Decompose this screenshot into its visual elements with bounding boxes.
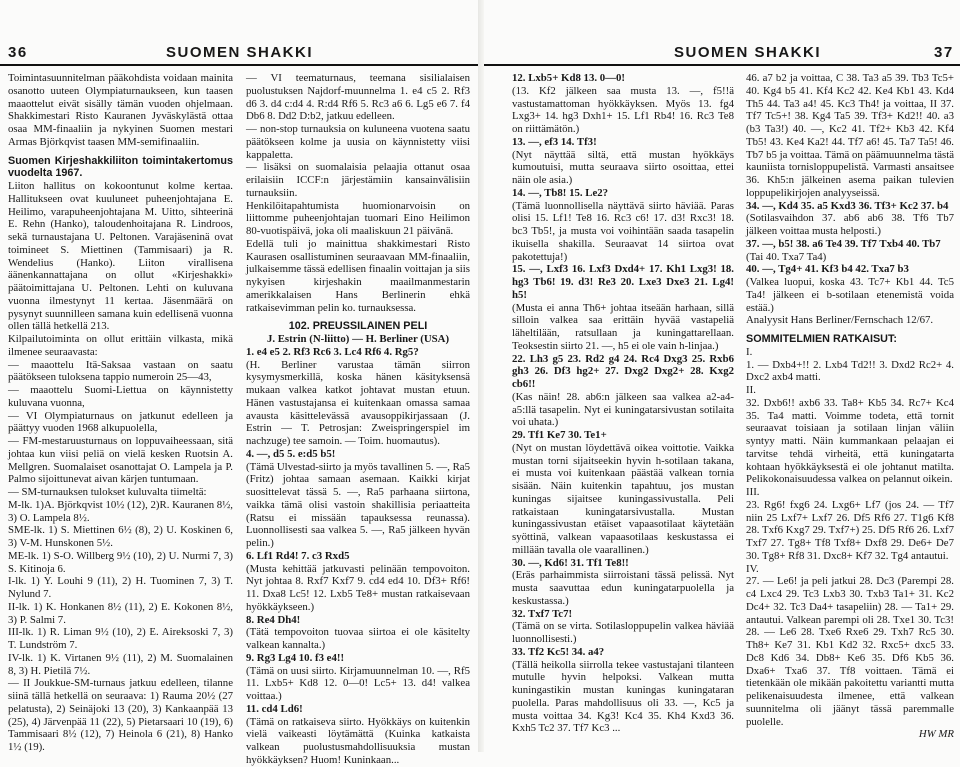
section-heading: Suomen Kirjeshakkiliiton toimintakertomus vuodelta 1967. bbox=[8, 154, 233, 180]
game-comment: 46. a7 b2 ja voittaa, C 38. Ta3 a5 39. Tb3 Tc5+ 40. Kg4 b5 41. Kf4 Kc2 42. Ke4 Kb1 43. Kd4 Th5 44. Ta3 a4! 45. Kc3 Th4! ja voittaa, II 37. Tf7 Tc5+! 38. Kg4 Ta5 39. Tf3+ Kd2!! 40. a3 (b3 Ta3!) 40. —, Kc2 41. Tf2+ Kb3 42. Kf4 Tb5! 43. Ke4 Ka2! 44. Tf7 a6! 45. Ta7 Ta5! 46. Tb7 b5 ja voittaa. Tämä on päämuunnelma tästä kauniista tornisloppupelistä. Varmasti ansaitsee 36. Kh5:n jälkeinen asema paikan tulevien loppupelikirjojen analyyseissä. bbox=[746, 72, 954, 199]
game-comment: (Tai 40. Txa7 Ta4) bbox=[746, 250, 827, 263]
result-line: II-lk. 1) K. Honkanen 8½ (11), 2) E. Kokonen 8½, 3) P. Salmi 7. bbox=[8, 600, 233, 626]
page-number-left: 36 bbox=[8, 44, 28, 61]
game-comment: (Musta ei anna Th6+ johtaa itseään harhaan, sillä silloin valkea saa erittäin hyvää vastapeliä läheltilään, ratsullaan ja kuningattarellaan. Teoksestin siirto 21. —, h5 ei ole vain h-linjaa.) bbox=[512, 301, 734, 352]
game-moves: 15. —, Lxf3 16. Lxf3 Dxd4+ 17. Kh1 Lxg3! 18. hg3 Tb6! 19. d3! Re3 20. Lxe3 Dxe3 21. Lg4! h5! bbox=[512, 263, 734, 301]
game-comment: (Kas näin! 28. ab6:n jälkeen saa valkea a2-a4-a5:llä tasapelin. Nyt ei kuningatarsivustan sotilaita voi uhata.) bbox=[512, 390, 734, 429]
left-page-column-2 bbox=[246, 72, 470, 766]
game-comment: (Tämä on se virta. Sotilasloppupelin valkea häviää luonnollisesti.) bbox=[512, 620, 734, 645]
game-comment: (Nyt on mustan löydettävä oikea voittotie. Vaikka mustan torni sijaitseekin hyvin h-sotilaan takana, ei musta voi kuitenkaan päästää valkean tornia sisään. Näin kuitenkin tapahtuu, jos mustan kuningas sijaitsee kuningassivustalla. Peli ratkaistaan kuningatarsivustalla. Mustan kuningassivustan etäiset vapaasotilaat käytetään syöttinä, valkean vapaasotilaas keskustassa ei millään tavalla ole vaarallinen.) bbox=[512, 441, 734, 556]
game-moves: 4. —, d5 5. e:d5 b5! bbox=[246, 447, 336, 460]
game-moves: 34. —, Kd4 35. a5 Kxd3 36. Tf3+ Kc2 37. b4 bbox=[746, 199, 949, 212]
game-moves: 1. e4 e5 2. Rf3 Rc6 3. Lc4 Rf6 4. Rg5? bbox=[246, 345, 419, 358]
game-comment: (Tämä luonnollisella näyttävä siirto häviää. Paras olisi 15. Lf1! Te8 16. Rc3 c6! 17. d3! Rxc3! 18. bc3 Tb5!, ja musta voi voihintään saada tasapelin ikuisella shakilla. Seuraavat 14 siirtoa ovat pakotettuja!) bbox=[512, 199, 734, 263]
solution-text: 32. Dxb6!! axb6 33. Ta8+ Kb5 34. Rc7+ Kc4 35. Ta4 matti. Voimme todeta, että tornit seuraavat toisiaan ja sotilaan linjan väliin syntyy matti. Näin kummankaan pelaajan ei tarvitse tehdä virheitä, että kuningatarta kohtaan hyökkäyksestä ei ole johtanut matilta. Pelikokonaisuudessa valkea on pelannut oikein. bbox=[746, 396, 954, 486]
game-moves: 6. Lf1 Rd4! 7. c3 Rxd5 bbox=[246, 549, 350, 562]
game-comment: (H. Berliner varustaa tämän siirron kysymysmerkillä, koska hänen käsityksensä mukaan valkea katkot johtavat mustan etuun. Hänen vastustajansa ei kuitenkaan omassa samaa avausta käsittelevässä avausoppikirjassaan (J. Estrin — T. Petrosjan: Zweispringerspiel im nachzuge) tee samoin. — Toim. huomautus). bbox=[246, 358, 470, 447]
roman-numeral: I. bbox=[746, 345, 753, 358]
game-comment: (Tämä on uusi siirto. Kirjamuunnelman 10. —, Rf5 11. Lxb5+ Kd8 12. 0—0! Lc5+ 13. d4! valkea voittaa.) bbox=[246, 664, 470, 702]
roman-numeral: III. bbox=[746, 486, 760, 498]
game-moves: 33. Tf2 Kc5! 34. a4? bbox=[512, 645, 605, 658]
paragraph: Toimintasuunnitelman pääkohdista voidaan mainita osanotto uuteen Olympiaturnaukseen, kun taasen maaottelut eivät sisälly tämän vuoden ohjelmaan. Shakkimestari Risto Kauranen Jyväskylästä ottaa osaa MM-finaaliin ja nykyinen Suomen mestari Armas Björkqvist taasen MM-semifinaaliin. bbox=[8, 72, 233, 148]
section-heading: SOMMITELMIEN RATKAISUT: bbox=[746, 333, 897, 345]
paragraph: Henkilöitapahtumista huomionarvoisin on liittomme puheenjohtajan tuomari Eino Heilimon 80-vuotispäivä, joka oli maaliskuun 21 päivänä. bbox=[246, 199, 470, 237]
list-item: — SM-turnauksen tulokset kuluvalta tiimeltä: bbox=[8, 486, 207, 498]
game-comment: (13. Kf2 jälkeen saa musta 13. —, f5!!ä vastustamattoman hyökkäyksen. Myös 13. fg4 Lxg3+ 14. hg3 Dxh1+ 15. Lf1 Rb4! 16. Rc3 Te8 on riittämätön.) bbox=[512, 84, 734, 135]
list-item: — lisäksi on suomalaisia pelaajia ottanut osaa erilaisiin ICCF:n järjestämiin kansainvälisiin turnauksiin. bbox=[246, 161, 470, 199]
paragraph: Liiton hallitus on kokoontunut kolme kertaa. Hallitukseen ovat kuuluneet puheenjohtajana E. Heilimo, varapuheenjohtajana M. Uitto, sihteerinä E. Rehn (Hanko), taloudenhoitajana R. Lindroos, sekä turnaustajana U. Peltonen. Varajäseninä ovat toimineet S. Miettinen (Tammisaari) ja R. Wendelius (Hanko). Liiton virallisena äänenkannattajana on ollut «Kirjeshakki» päätoimittajana U. Peltonen. Lehti on kuluvana vuonna ilmestynyt 11 kertaa. Jäsenmäärä on pysynyt suunnilleen samana kuin edellisenä vuonna ollen tällä hetkellä 213. bbox=[8, 180, 233, 333]
game-moves: 40. —, Tg4+ 41. Kf3 b4 42. Txa7 b3 bbox=[746, 263, 909, 276]
result-line: M-lk. 1)A. Björkqvist 10½ (12), 2)R. Kauranen 8½, 3) O. Lampela 8½. bbox=[8, 498, 233, 524]
left-page-column-1 bbox=[8, 72, 233, 753]
game-moves: 9. Rg3 Lg4 10. f3 e4!! bbox=[246, 651, 345, 664]
game-comment: (Tätä tempovoiton tuovaa siirtoa ei ole käsitelty valkean kannalta.) bbox=[246, 626, 470, 651]
game-moves: 37. —, b5! 38. a6 Te4 39. Tf7 Txb4 40. Tb7 bbox=[746, 237, 941, 250]
list-item: — maaottelu Itä-Saksaa vastaan on saatu päätökseen tuloksena tappio numeroin 25—43, bbox=[8, 358, 233, 384]
roman-numeral: IV. bbox=[746, 562, 759, 575]
list-item: — VI Olympiaturnaus on jatkunut edelleen ja päättyy vuoden 1968 alkupuolella, bbox=[8, 409, 233, 435]
running-header-right: SUOMEN SHAKKI bbox=[674, 44, 822, 61]
list-item: — II Joukkue-SM-turnaus jatkuu edelleen, tilanne siinä tällä hetkellä on seuraava: 1) Rauma 20½ (27 pelatusta), 2) Seinäjoki 13 (20), 3) Kankaanpää 13 (25), 4) Järvenpää 11 (22), 5) Pietarsaari 10 (19), 6) Tammisaari 8½ (12), 7) Heinola 6 (21), 8) Hanko 1½ (19). bbox=[8, 677, 233, 753]
game-moves: 30. —, Kd6! 31. Tf1 Te8!! bbox=[512, 556, 629, 569]
right-page-column-1 bbox=[512, 72, 734, 750]
left-page bbox=[0, 0, 478, 766]
result-line: IV-lk. 1) K. Virtanen 9½ (11), 2) M. Suomalainen 8, 3) H. Pietilä 7½. bbox=[8, 651, 233, 677]
game-comment: (Musta kehittää jatkuvasti pelinään tempovoiton. Nyt johtaa 8. Rxf7 Kxf7 9. cd4 ed4 10. Df3+ Rf6! 11. Dxa8 Lc5! 12. Lxb5 Te8+ mustan ratkaisevaan hyökkäykseen.) bbox=[246, 562, 470, 613]
page-number-right: 37 bbox=[934, 44, 954, 61]
game-moves: 11. cd4 Ld6! bbox=[246, 702, 303, 715]
list-item: — VI teematurnaus, teemana sisilialaisen puolustuksen Najdorf-muunnelma 1. e4 c5 2. Rf3 d6 3. d4 c:d4 4. R:d4 Rf6 5. Rc3 a6 6. Lg5 e6 7. f4 Db6 8. Dd2 D:b2, jatkuu edelleen. bbox=[246, 72, 470, 123]
result-line: I-lk. 1) Y. Louhi 9 (11), 2) H. Tuominen 7, 3) T. Nylund 7. bbox=[8, 575, 233, 600]
game-comment: (Valkea luopui, koska 43. Tc7+ Kb1 44. Tc5 Ta4! jälkeen ei b-sotilaan etenemistä voida estää.) bbox=[746, 276, 954, 314]
list-item: — non-stop turnauksia on kuluneena vuotena saatu päätökseen kolme ja uusia on käynnistetty viisi kappaletta. bbox=[246, 123, 470, 161]
game-comment: (Tämä Ulvestad-siirto ja myös tavallinen 5. —, Ra5 (Fritz) johtaa samaan asemaan. Kaikki kirjat suosittelevat tässä 5. —, Ra5 parhaana siirtona, vaikka tämä olisi vastoin shakillisia periaatteita (Ratsu ei missään tapauksessa reunassa). Luonnollisesti saa valkea 5. —, Ra5 jälkeen hyvän pelin.) bbox=[246, 460, 470, 549]
game-comment: (Sotilasvaihdon 37. ab6 ab6 38. Tf6 Tb7 jälkeen voittaa musta helposti.) bbox=[746, 212, 954, 237]
game-comment: (Tällä heikolla siirrolla tekee vastustajani tilanteen mutulle hyvin helpoksi. Valkean mutta kuningastikin mustan kuningas kuningataran puolella. Paras mahdollisuus oli 33. —, Kc5 ja musta voittaa 34. Kg3! Kc4 35. Kh4 Kxd3 36. Kxh5 Tc2 37. Tf7 Kc3 ... bbox=[512, 658, 734, 735]
game-moves: 29. Tf1 Ke7 30. Te1+ bbox=[512, 429, 607, 441]
game-moves: 13. —, ef3 14. Tf3! bbox=[512, 135, 597, 148]
running-header-left: SUOMEN SHAKKI bbox=[166, 44, 314, 61]
result-line: III-lk. 1) R. Liman 9½ (10), 2) E. Aireksoski 7, 3) T. Lundström 7. bbox=[8, 626, 233, 651]
game-title: 102. PREUSSILAINEN PELI bbox=[288, 320, 428, 333]
game-moves: 32. Txf7 Tc7! bbox=[512, 607, 573, 620]
solution-text: 27. — Le6! ja peli jatkui 28. Dc3 (Parempi 28. c4 Lxc4 29. Tc3 Lxb3 30. Txb3 Ta1+ 31. Kc2 Dc4+ 32. Tc3 Da4+ tasapeliin) 28. — Ta1+ 29. antautui. Valkean parempi oli 28. Txe1 30. Tc3! 28. — Le6 28. Txe6 Rxe6 29. Txh7 Rc5 30. Th8+ Ke7 31. Kb1 Kd2 32. Rxc5+ dxc5 33. Dc8 Kd6 34. Db8+ Ke6 35. Df6 Kb5 36. Dxa6+ Txa6 37. Tf8 voittaen. Tämä ei tietenkään ole mikään pakoitettu variantti mutta pelikenaisuudesta ilmenee, että valkean suunnitelma oli jäänyt tässä paremmalle puolelle. bbox=[746, 575, 954, 728]
list-item: — maaottelu Suomi-Liettua on käynnistetty kuluvana vuonna, bbox=[8, 384, 233, 409]
result-line: SME-lk. 1) S. Miettinen 6½ (8), 2) U. Koskinen 6, 3) V-M. Hunskonen 5½. bbox=[8, 524, 233, 549]
roman-numeral: II. bbox=[746, 384, 756, 396]
right-page bbox=[484, 0, 960, 752]
list-item: — FM-mestaruusturnaus on loppuvaiheessaan, sitä johtaa kun viisi peliä on vielä kesken Ruotsin A. Mellgren. Suomalaiset osanottajat O. Lampela ja P. Palmo sijoittunevat aivan kärjen tuntumaan. bbox=[8, 435, 233, 486]
game-moves: 22. Lh3 g5 23. Rd2 g4 24. Rc4 Dxg3 25. Rxb6 gh3 26. Df3 hg2+ 27. Dxg2 Dxg2+ 28. Kxg2 cb6!! bbox=[512, 352, 734, 390]
game-moves: 12. Lxb5+ Kd8 13. 0—0! bbox=[512, 72, 625, 84]
game-moves: 14. —, Tb8! 15. Le2? bbox=[512, 186, 609, 199]
game-players: J. Estrin (N-liitto) — H. Berliner (USA) bbox=[266, 333, 450, 345]
paragraph: Kilpailutoiminta on ollut erittäin vilkasta, mikä ilmenee seuraavasta: bbox=[8, 333, 233, 358]
result-line: ME-lk. 1) S-O. Willberg 9½ (10), 2) U. Nurmi 7, 3) S. Kitinoja 6. bbox=[8, 549, 233, 575]
source-note: Analyysit Hans Berliner/Fernschach 12/67. bbox=[746, 314, 934, 327]
paragraph: Edellä tuli jo mainittua shakkimestari Risto Kaurasen osallistuminen seuraavaan MM-finaaliin, julkaisemme tässä edellisen finaalin voittajan ja siis nykyisen kirjeshakin maailmanmestarin amerikkalaisen Hans Berlinerin ehkä ratkaisevimman pelin ko. turnauksessa. bbox=[246, 237, 470, 314]
author-initials: HW MR bbox=[918, 728, 954, 741]
game-moves: 8. Re4 Dh4! bbox=[246, 613, 301, 626]
right-page-column-2 bbox=[746, 72, 954, 750]
solution-text: 23. Rg6! fxg6 24. Lxg6+ Lf7 (jos 24. — Tf7 niin 25 Lxf7+ Lxf7 26. Df5 Rf6 27. T1g6 Kf8 28. Txf6 Kxg7 29. Txf7+) 25. Df5 Rf6 26. Lxf7 Txf7 27. Tg8+ Tf8 Txf8+ Dxf8 29. De6+ De7 30. Tg8+ Rf8 31. Dxc8+ Kf7 32. Tg4 antautui. bbox=[746, 498, 954, 562]
game-comment: (Nyt näyttää siltä, että mustan hyökkäys kumoutuisi, mutta seuraava siirto osoittaa, ettei näin ole asia.) bbox=[512, 148, 734, 186]
header-rule-left bbox=[0, 64, 478, 66]
game-comment: (Eräs parhaimmista siirroistani tässä pelissä. Nyt musta saavuttaa edun kuningatarpuolella ja keskustassa.) bbox=[512, 569, 734, 607]
solution-text: 1. — Dxb4+!! 2. Lxb4 Td2!! 3. Dxd2 Rc2+ 4. Dxc2 axb4 matti. bbox=[746, 358, 954, 384]
game-comment: (Tämä on ratkaiseva siirto. Hyökkäys on kuitenkin vielä vaikeasti löytämättä (Kuinka katkaista valkean puolustusmahdollisuuksia mustan hyökkäyksen? Huom! Kuninkaan... bbox=[246, 715, 470, 766]
header-rule-right bbox=[484, 64, 960, 66]
